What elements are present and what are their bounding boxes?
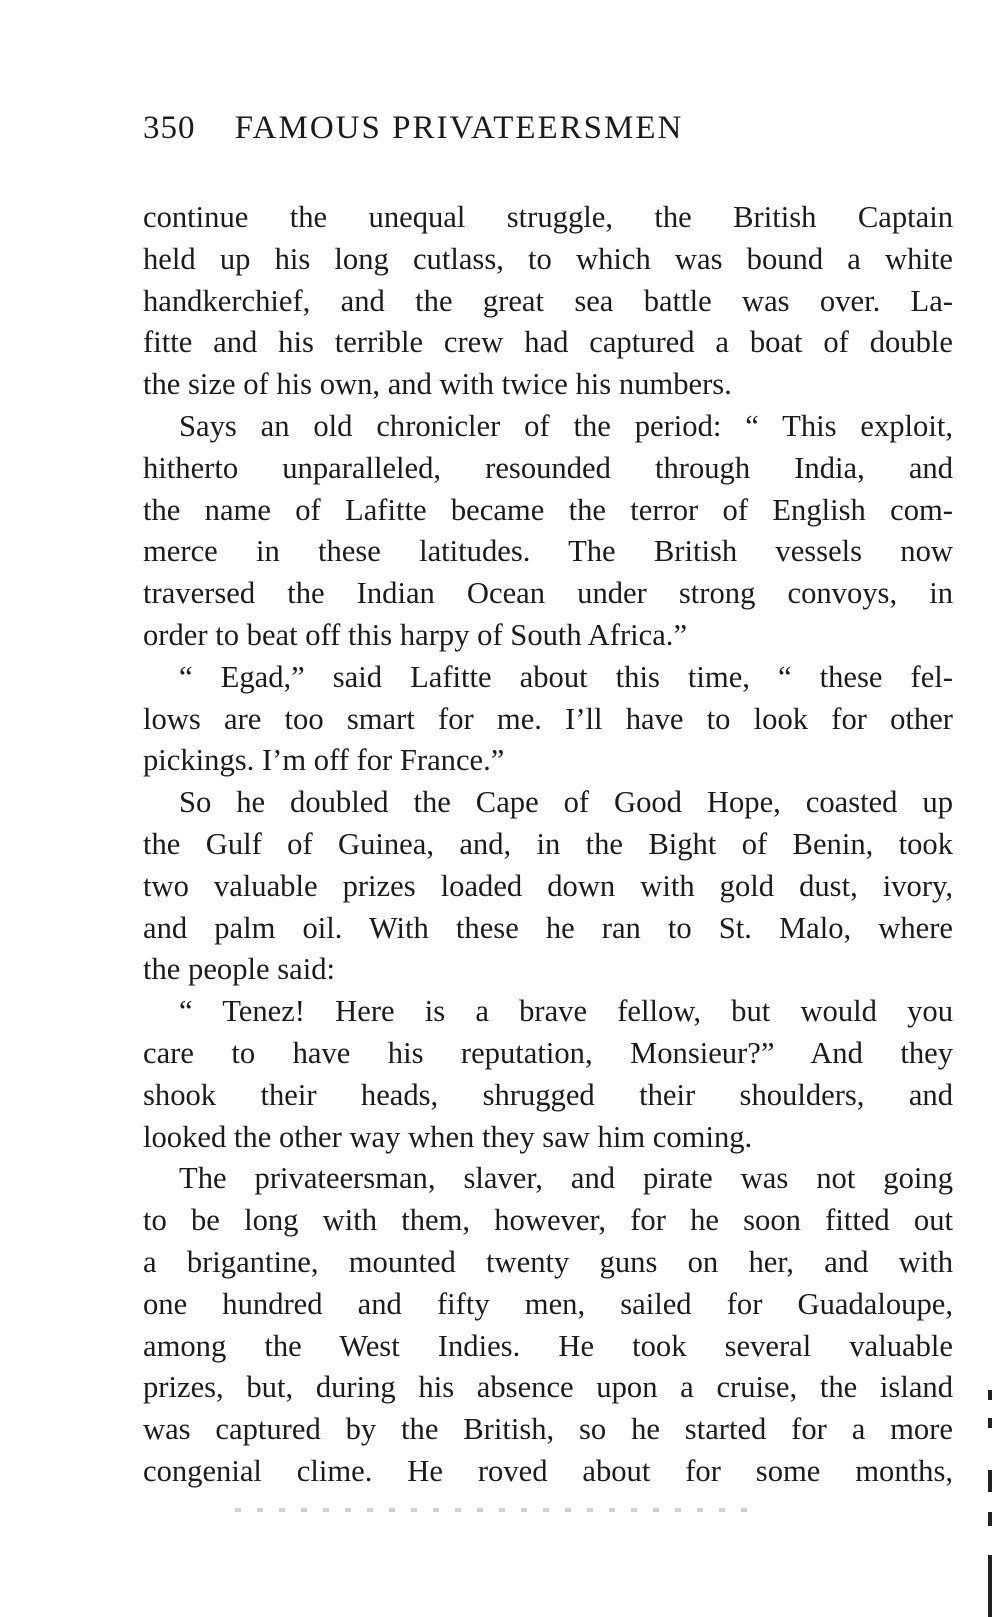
text-line: the Gulf of Guinea, and, in the Bight of Benin, took [143,826,953,861]
edge-mark [988,1470,992,1492]
text-line: the people said: [143,952,336,987]
text-line: congenial clime. He roved about for some months, [143,1453,953,1488]
text-line: handkerchief, and the great sea battle was over. La- [143,283,953,318]
text-line: and palm oil. With these he ran to St. Malo, where [143,910,953,945]
text-line: to be long with them, however, for he soon fitted out [143,1203,953,1238]
text-line: lows are too smart for me. I’ll have to look for other [143,701,953,736]
edge-mark [988,1418,992,1428]
text-line: was captured by the British, so he started for a more [143,1412,953,1447]
text-line: two valuable prizes loaded down with gold dust, ivory, [143,868,953,903]
text-line: held up his long cutlass, to which was bound a white [143,241,953,276]
text-line: The privateersman, slaver, and pirate was not going [179,1161,953,1196]
text-line: one hundred and fifty men, sailed for Guadaloupe, [143,1286,953,1321]
text-line: the name of Lafitte became the terror of English com- [143,492,953,527]
text-line: “ Tenez! Here is a brave fellow, but would you [179,994,953,1029]
text-line: prizes, but, during his absence upon a cruise, the island [143,1370,953,1405]
text-line: pickings. I’m off for France.” [143,743,505,778]
edge-mark [988,1390,992,1400]
edge-mark [988,1555,992,1617]
page-number: 350 [143,110,196,146]
page-edge-marks [988,1390,994,1617]
text-line: looked the other way when they saw him coming. [143,1119,753,1154]
text-line: order to beat off this harpy of South Africa.” [143,617,688,652]
text-line: hitherto unparalleled, resounded through India, and [143,450,953,485]
text-line: fitte and his terrible crew had captured a boat of double [143,325,953,360]
text-line: merce in these latitudes. The British vessels now [143,534,953,569]
text-line: continue the unequal struggle, the British Captain [143,200,953,234]
edge-mark [988,1512,992,1526]
text-line: shook their heads, shrugged their shoulders, and [143,1077,953,1112]
faint-bleedthrough-line [235,1508,755,1512]
text-line: among the West Indies. He took several valuable [143,1328,953,1363]
text-line: care to have his reputation, Monsieur?” And they [143,1035,953,1070]
body-text [143,197,953,1493]
page-header [143,110,943,160]
text-line: the size of his own, and with twice his numbers. [143,367,732,402]
text-line: So he doubled the Cape of Good Hope, coasted up [179,785,953,820]
text-line: traversed the Indian Ocean under strong convoys, in [143,576,953,611]
text-line: “ Egad,” said Lafitte about this time, “ these fel- [179,659,953,694]
running-title: FAMOUS PRIVATEERSMEN [234,110,684,146]
text-line: Says an old chronicler of the period: “ This exploit, [179,408,953,443]
text-line: a brigantine, mounted twenty guns on her, and with [143,1244,953,1279]
